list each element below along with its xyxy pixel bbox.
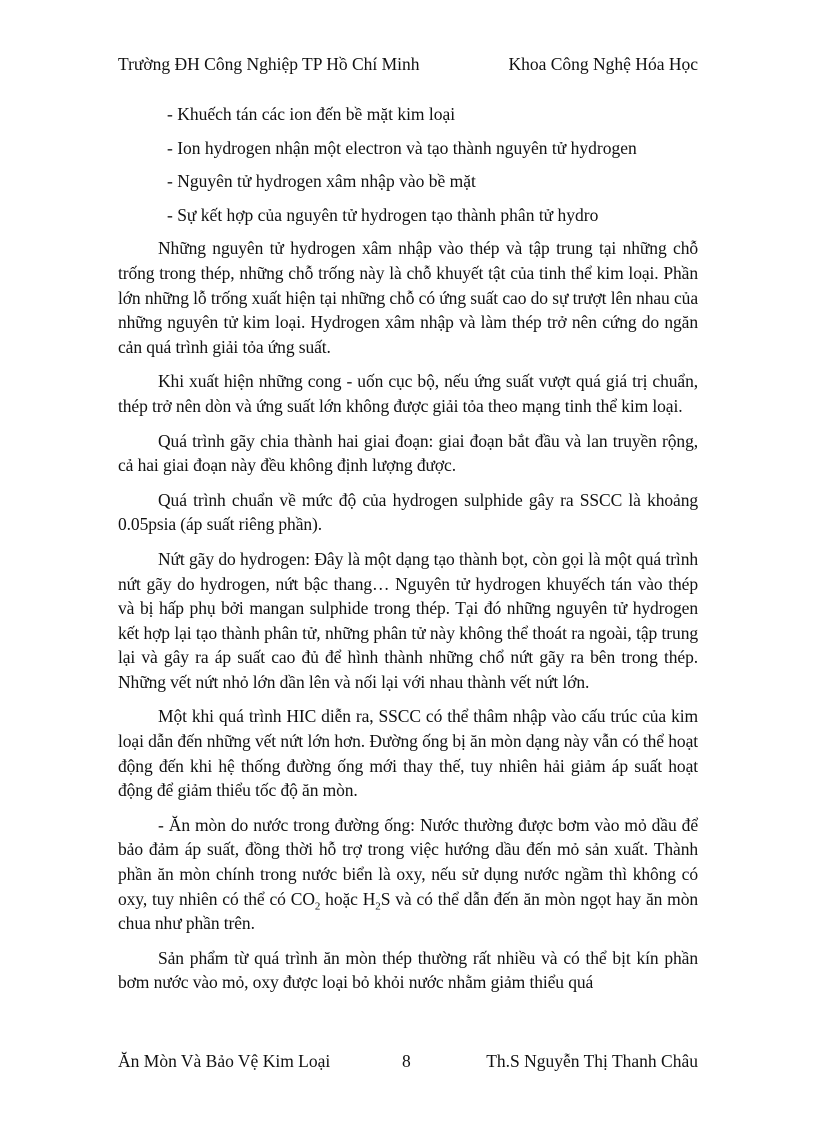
- page-footer: [118, 1049, 698, 1073]
- footer-course-title: Ăn Mòn Và Bảo Vệ Kim Loại: [118, 1051, 331, 1071]
- paragraph: Một khi quá trình HIC diễn ra, SSCC có thể thâm nhập vào cấu trúc của kim loại dẫn đến những vết nứt lớn hơn. Đường ống bị ăn mòn dạng này vẫn có thể hoạt động đến khi hệ thống đường ống mới thay thế, tuy nhiên hải giảm áp suất hoạt động để giảm thiểu tốc độ ăn mòn.: [118, 706, 698, 801]
- co2-subscript: 2: [314, 900, 321, 913]
- paragraph: Quá trình gãy chia thành hai giai đoạn: giai đoạn bắt đầu và lan truyền rộng, cả hai giai đoạn này đều không định lượng được.: [118, 430, 698, 476]
- page-number: 8: [402, 1051, 411, 1071]
- page-header: [118, 52, 698, 76]
- paragraph: Quá trình chuẩn về mức độ của hydrogen sulphide gây ra SSCC là khoảng 0.05psia (áp suất riêng phần).: [118, 489, 698, 535]
- footer-author: Th.S Nguyễn Thị Thanh Châu: [486, 1051, 698, 1071]
- header-faculty: Khoa Công Nghệ Hóa Học: [508, 54, 698, 74]
- paragraph: Sản phẩm từ quá trình ăn mòn thép thường rất nhiều và có thể bịt kín phần bơm nước vào mỏ, oxy được loại bỏ khỏi nước nhằm giảm thiểu quá: [118, 947, 698, 993]
- paragraph: Những nguyên tử hydrogen xâm nhập vào thép và tập trung tại những chỗ trống trong thép, những chỗ trống này là chỗ khuyết tật của tinh thể kim loại. Phần lớn những lỗ trống xuất hiện tại những chỗ có ứng suất cao do sự trượt lên nhau của những nguyên tử kim loại. Hydrogen xâm nhập và làm thép trở nên cứng do ngăn cản quá trình giải tỏa ứng suất.: [118, 238, 698, 357]
- water-text-part2: hoặc H: [320, 888, 376, 909]
- paragraph: Nứt gãy do hydrogen: Đây là một dạng tạo thành bọt, còn gọi là một quá trình nứt gãy do hydrogen, nứt bậc thang… Nguyên tử hydrogen khuyếch tán vào thép và bị hấp phụ bởi mangan sulphide trong thép. Tại đó những nguyên tử hydrogen kết hợp lại tạo thành phân tử, những phân tử này không thể thoát ra ngoài, tập trung lại và gây ra áp suất cao đủ để hình thành những chổ nứt gãy ra bên trong thép. Những vết nứt nhỏ lớn dần lên và nối lại với nhau thành vết nứt lớn.: [118, 548, 698, 692]
- water-text-part1: - Ăn mòn do nước trong đường ống: Nước thường được bơm vào mỏ dầu để bảo đảm áp suất, đồng thời hỗ trợ trong việc hướng dầu đến mỏ sản xuất. Thành phần ăn mòn chính trong nước biển là oxy, nếu sử dụng nước ngầm thì không có oxy, tuy nhiên có thể có CO: [118, 814, 698, 909]
- header-university: Trường ĐH Công Nghiệp TP Hồ Chí Minh: [118, 54, 420, 74]
- bullet-item: - Sự kết hợp của nguyên tử hydrogen tạo thành phân tử hydro: [167, 204, 599, 225]
- paragraph: Khi xuất hiện những cong - uốn cục bộ, nếu ứng suất vượt quá giá trị chuẩn, thép trở nên dòn và ứng suất lớn không được giải tỏa theo mạng tinh thể kim loại.: [118, 371, 698, 416]
- document-body: [118, 102, 698, 995]
- h2s-subscript: 2: [375, 900, 381, 913]
- bullet-item: - Ion hydrogen nhận một electron và tạo thành nguyên tử hydrogen: [167, 137, 637, 158]
- bullet-item: - Khuếch tán các ion đến bề mặt kim loại: [167, 104, 456, 124]
- water-text-part3: S và có thể dẫn đến ăn mòn ngọt hay ăn mòn chua như phần trên.: [118, 888, 698, 934]
- bullet-item: - Nguyên tử hydrogen xâm nhập vào bề mặt: [167, 171, 476, 192]
- water-corrosion-paragraph: [118, 813, 698, 936]
